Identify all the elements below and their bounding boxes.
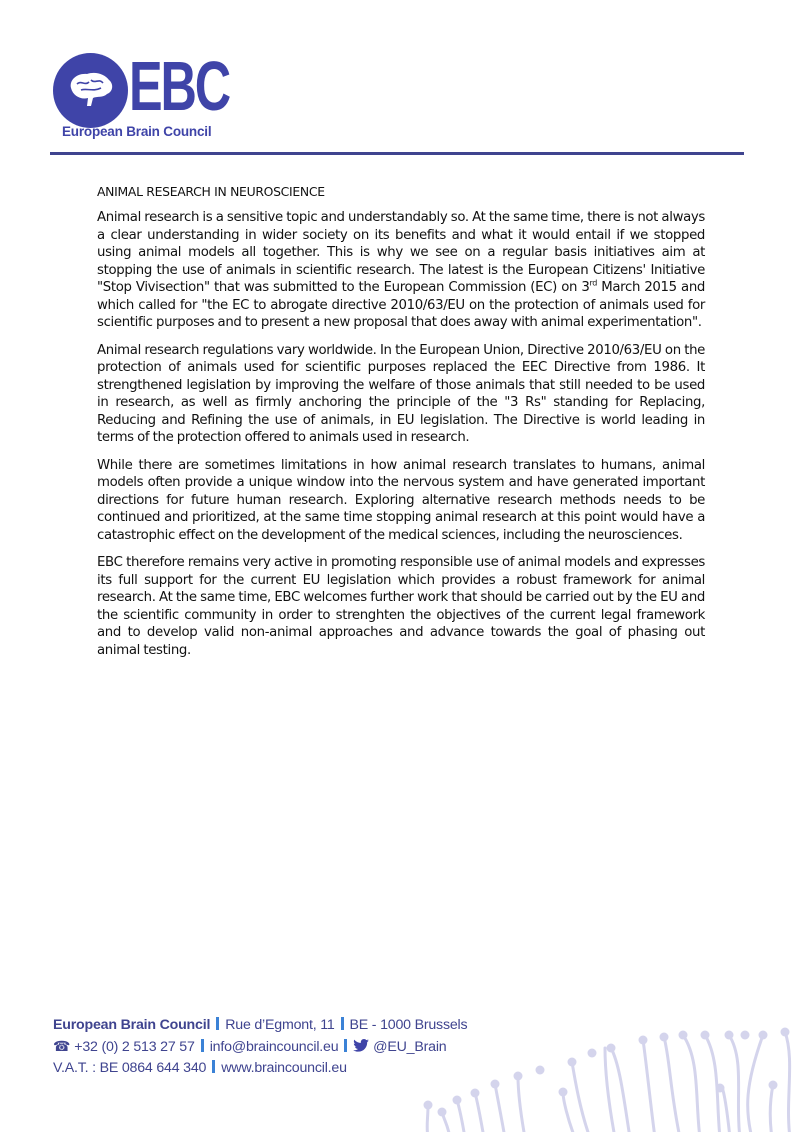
footer-website[interactable]: www.braincouncil.eu: [221, 1060, 347, 1076]
phone-icon: ☎: [53, 1038, 71, 1055]
logo-wordmark: EBC: [129, 47, 229, 125]
brain-logo-icon: [53, 53, 128, 128]
ebc-logo: [53, 47, 253, 142]
footer-separator: [341, 1017, 344, 1030]
document-heading: ANIMAL RESEARCH IN NEUROSCIENCE: [97, 184, 325, 199]
paragraph-3: While there are sometimes limitations in how animal research translates to humans, animal models often provide a unique window into the nervous system and have generated important directions for future human research. Exploring alternative research methods needs to be continued and prioritized, at the same time stopping animal research at this point would have a catastrophic effect on the development of the medical sciences, including the neurosciences.: [97, 457, 705, 543]
paragraph-1: [97, 209, 705, 332]
footer-vat: V.A.T. : BE 0864 644 340: [53, 1060, 207, 1076]
footer-separator: [212, 1060, 215, 1073]
footer-line-1: [53, 1015, 467, 1037]
ordinal-superscript: rd: [589, 278, 597, 288]
footer-separator: [216, 1017, 219, 1030]
logo-subtitle: European Brain Council: [62, 124, 212, 139]
paragraph-1-text-a: Animal research is a sensitive topic and understandably so. At the same time, there is not always a clear understanding in wider society on its benefits and what it would entail if we stopped using animal models all together. This is why we see on a regular basis initiatives aim at stopping the use of animals in scientific research. The latest is the European Citizens' Initiative "Stop Vivisection" that was submitted to the European Commission (EC) on 3: [97, 210, 705, 295]
footer-separator: [201, 1039, 204, 1052]
footer-phone[interactable]: +32 (0) 2 513 27 57: [74, 1038, 195, 1055]
footer-email[interactable]: info@braincouncil.eu: [209, 1038, 339, 1055]
paragraph-4: EBC therefore remains very active in promoting responsible use of animal models and expresses its full support for the current EU legislation which provides a robust framework for animal research. At the same time, EBC welcomes further work that should be carried out by the EU and the scientific community in order to strenghten the objectives of the current legal framework and to develop valid non-animal approaches and advance towards the goal of phasing out animal testing.: [97, 555, 705, 658]
footer-line-2: [53, 1037, 467, 1059]
footer-address: Rue d’Egmont, 11: [225, 1017, 335, 1033]
footer-org-name: European Brain Council: [53, 1017, 211, 1033]
document-body: [97, 184, 705, 669]
paragraph-2: Animal research regulations vary worldwide. In the European Union, Directive 2010/63/EU on the protection of animals used for scientific purposes replaced the EEC Directive from 1986. It strengthened legislation by improving the welfare of those animals that still needed to be used in research, as well as firmly anchoring the principle of the "3 Rs" standing for Replacing, Reducing and Refining the use of animals, in EU legislation. The Directive is world leading in terms of the protection offered to animals used in research.: [97, 342, 705, 445]
footer-city: BE - 1000 Brussels: [349, 1017, 468, 1033]
footer-contact: [53, 1015, 467, 1080]
paragraph-1-text-b: March 2015 and which called for "the EC to abrogate directive 2010/63/EU on the protection of animals used for scientific purposes and to present a new proposal that does away with animal experimentation".: [97, 280, 705, 330]
footer-separator: [344, 1039, 347, 1052]
header-divider: [50, 152, 744, 155]
twitter-icon: [353, 1039, 369, 1052]
footer-twitter[interactable]: @EU_Brain: [373, 1038, 447, 1055]
footer-line-3: [53, 1058, 467, 1080]
